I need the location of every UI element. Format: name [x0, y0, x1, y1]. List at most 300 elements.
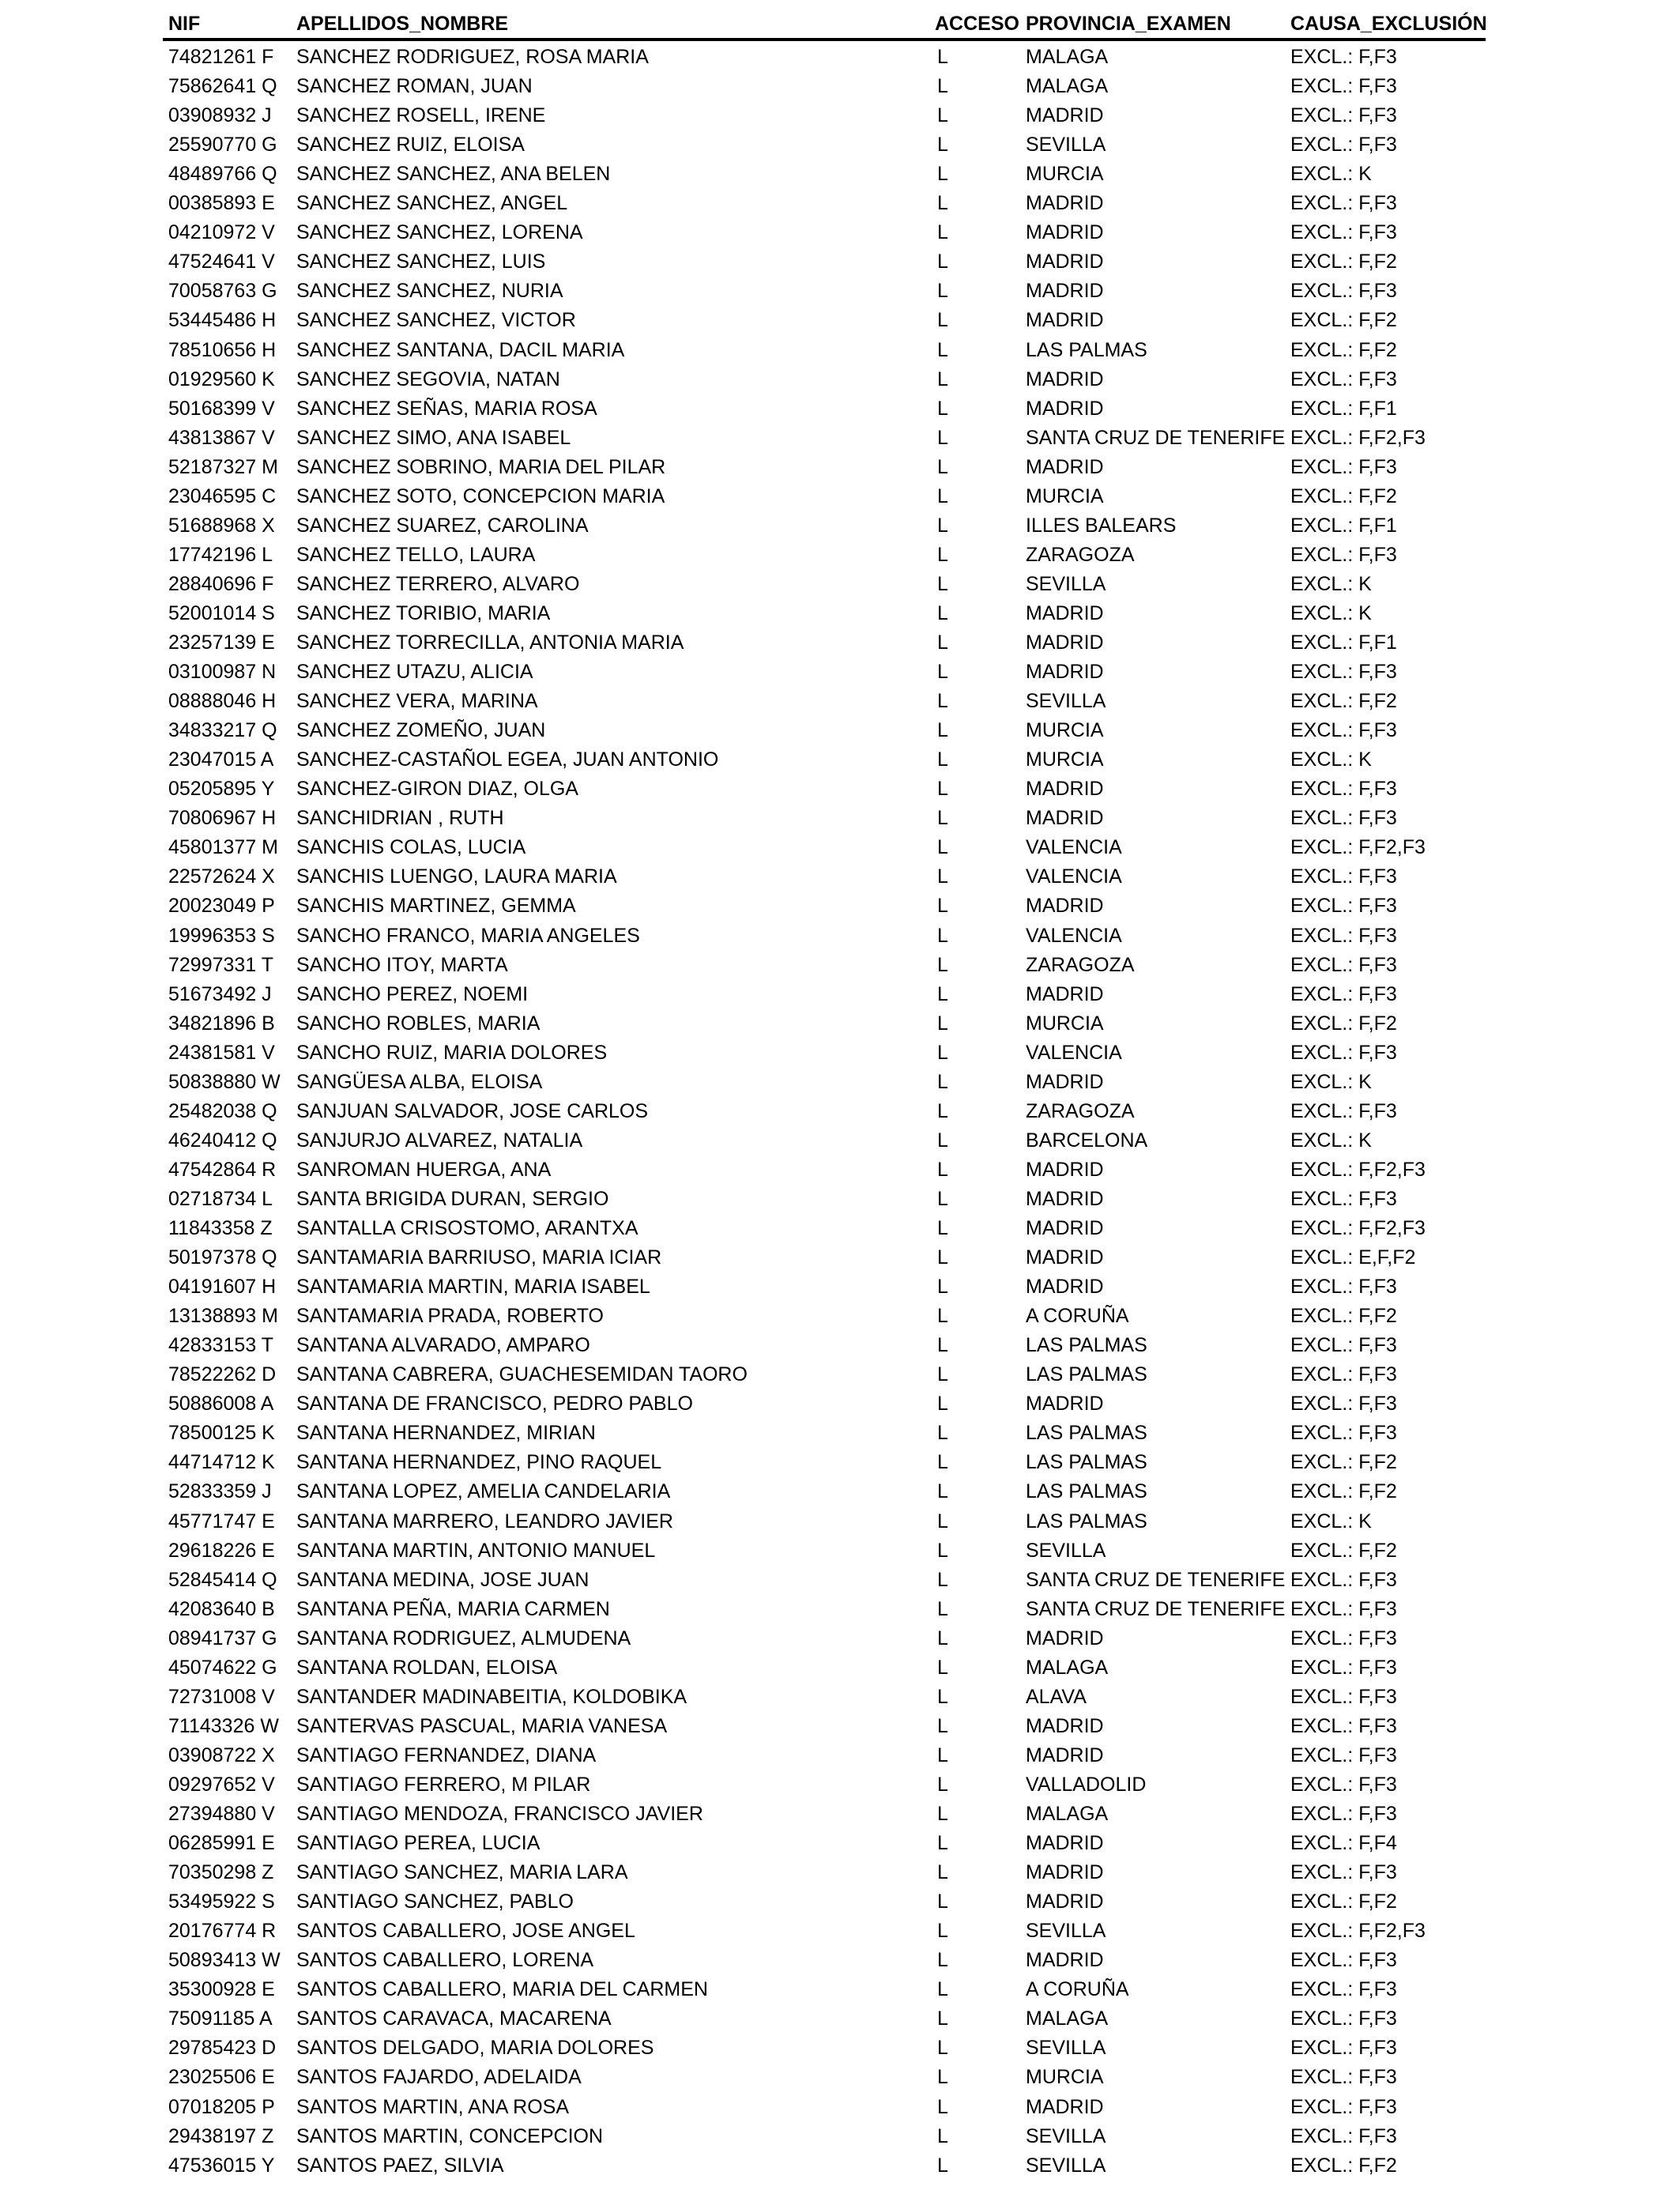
- cell-provincia-examen: MADRID: [1026, 1276, 1104, 1299]
- cell-provincia-examen: ILLES BALEARS: [1026, 514, 1177, 537]
- cell-apellidos-nombre: SANCHEZ VERA, MARINA: [296, 690, 538, 713]
- table-row: [0, 2063, 1680, 2092]
- cell-apellidos-nombre: SANCHEZ SUAREZ, CAROLINA: [296, 514, 589, 537]
- cell-apellidos-nombre: SANCHEZ SANTANA, DACIL MARIA: [296, 338, 625, 361]
- cell-provincia-examen: LAS PALMAS: [1026, 1451, 1147, 1474]
- cell-causa-exclusion: EXCL.: F,F3: [1290, 1363, 1397, 1386]
- cell-nif: 23046595 C: [168, 484, 277, 507]
- cell-provincia-examen: LAS PALMAS: [1026, 338, 1147, 361]
- cell-nif: 72731008 V: [168, 1685, 275, 1708]
- cell-nif: 05205895 Y: [168, 778, 275, 801]
- cell-provincia-examen: VALLADOLID: [1026, 1773, 1147, 1796]
- cell-causa-exclusion: EXCL.: K: [1290, 748, 1372, 771]
- cell-acceso: L: [937, 572, 948, 595]
- cell-apellidos-nombre: SANTOS MARTIN, CONCEPCION: [296, 2124, 604, 2147]
- cell-acceso: L: [937, 1920, 948, 1943]
- table-row: [0, 1302, 1680, 1331]
- table-row: [0, 453, 1680, 482]
- table-row: [0, 247, 1680, 277]
- cell-provincia-examen: MADRID: [1026, 1627, 1104, 1649]
- cell-causa-exclusion: EXCL.: F,F3: [1290, 46, 1397, 68]
- cell-causa-exclusion: EXCL.: F,F1: [1290, 397, 1397, 420]
- cell-causa-exclusion: EXCL.: F,F2,F3: [1290, 1920, 1426, 1943]
- table-row: [0, 804, 1680, 833]
- cell-causa-exclusion: EXCL.: F,F3: [1290, 2007, 1397, 2030]
- cell-causa-exclusion: EXCL.: F,F2: [1290, 690, 1397, 713]
- cell-acceso: L: [937, 778, 948, 801]
- cell-provincia-examen: MURCIA: [1026, 163, 1104, 186]
- cell-causa-exclusion: EXCL.: F,F3: [1290, 1334, 1397, 1357]
- table-row: [0, 1331, 1680, 1360]
- table-row: [0, 277, 1680, 306]
- cell-apellidos-nombre: SANCHIDRIAN , RUTH: [296, 807, 504, 830]
- cell-apellidos-nombre: SANTOS CABALLERO, LORENA: [296, 1949, 594, 1972]
- cell-acceso: L: [937, 2007, 948, 2030]
- table-row: [0, 336, 1680, 365]
- cell-causa-exclusion: EXCL.: K: [1290, 1070, 1372, 1093]
- cell-provincia-examen: MALAGA: [1026, 1656, 1109, 1679]
- cell-provincia-examen: SEVILLA: [1026, 1920, 1106, 1943]
- cell-acceso: L: [937, 661, 948, 683]
- cell-causa-exclusion: EXCL.: F,F3: [1290, 1949, 1397, 1972]
- table-row: [0, 1975, 1680, 2004]
- cell-acceso: L: [937, 1627, 948, 1649]
- table-row: [0, 218, 1680, 247]
- cell-apellidos-nombre: SANTANA ALVARADO, AMPARO: [296, 1334, 590, 1357]
- cell-provincia-examen: SEVILLA: [1026, 690, 1106, 713]
- table-row: [0, 1712, 1680, 1741]
- cell-nif: 29438197 Z: [168, 2124, 274, 2147]
- cell-provincia-examen: SANTA CRUZ DE TENERIFE: [1026, 1568, 1286, 1591]
- cell-apellidos-nombre: SANCHEZ SOTO, CONCEPCION MARIA: [296, 484, 665, 507]
- cell-apellidos-nombre: SANTIAGO PEREA, LUCIA: [296, 1832, 541, 1854]
- cell-nif: 51688968 X: [168, 514, 275, 537]
- cell-apellidos-nombre: SANCHEZ TORRECILLA, ANTONIA MARIA: [296, 631, 684, 654]
- cell-apellidos-nombre: SANROMAN HUERGA, ANA: [296, 1158, 552, 1181]
- header-provincia-examen: PROVINCIA_EXAMEN: [1026, 13, 1231, 35]
- table-row: [0, 862, 1680, 892]
- cell-provincia-examen: MADRID: [1026, 1246, 1104, 1269]
- cell-apellidos-nombre: SANTALLA CRISOSTOMO, ARANTXA: [296, 1217, 638, 1239]
- cell-nif: 52187327 M: [168, 455, 279, 478]
- cell-nif: 23257139 E: [168, 631, 275, 654]
- cell-causa-exclusion: EXCL.: F,F3: [1290, 1803, 1397, 1825]
- cell-causa-exclusion: EXCL.: F,F3: [1290, 661, 1397, 683]
- cell-acceso: L: [937, 163, 948, 186]
- cell-provincia-examen: LAS PALMAS: [1026, 1480, 1147, 1503]
- cell-acceso: L: [937, 1129, 948, 1152]
- cell-provincia-examen: MADRID: [1026, 192, 1104, 215]
- cell-apellidos-nombre: SANCHEZ SOBRINO, MARIA DEL PILAR: [296, 455, 666, 478]
- cell-apellidos-nombre: SANCHIS LUENGO, LAURA MARIA: [296, 865, 617, 888]
- cell-provincia-examen: MALAGA: [1026, 75, 1109, 97]
- table-row: [0, 2122, 1680, 2151]
- cell-apellidos-nombre: SANCHEZ-GIRON DIAZ, OLGA: [296, 778, 578, 801]
- table-row: [0, 833, 1680, 862]
- cell-causa-exclusion: EXCL.: F,F2,F3: [1290, 1217, 1426, 1239]
- table-row: [0, 189, 1680, 218]
- cell-apellidos-nombre: SANTOS DELGADO, MARIA DOLORES: [296, 2037, 654, 2060]
- cell-nif: 08941737 G: [168, 1627, 277, 1649]
- cell-provincia-examen: ALAVA: [1026, 1685, 1087, 1708]
- cell-acceso: L: [937, 1978, 948, 2001]
- table-row: [0, 922, 1680, 951]
- cell-provincia-examen: MADRID: [1026, 1949, 1104, 1972]
- cell-acceso: L: [937, 514, 948, 537]
- table-row: [0, 628, 1680, 658]
- cell-apellidos-nombre: SANTIAGO MENDOZA, FRANCISCO JAVIER: [296, 1803, 703, 1825]
- cell-provincia-examen: A CORUÑA: [1026, 1978, 1129, 2001]
- cell-apellidos-nombre: SANTAMARIA PRADA, ROBERTO: [296, 1305, 604, 1328]
- cell-provincia-examen: MADRID: [1026, 2095, 1104, 2118]
- table-row: [0, 365, 1680, 394]
- cell-nif: 45801377 M: [168, 836, 279, 859]
- cell-nif: 53495922 S: [168, 1891, 275, 1913]
- table-row: [0, 1126, 1680, 1155]
- cell-acceso: L: [937, 1685, 948, 1708]
- cell-nif: 29618226 E: [168, 1539, 275, 1562]
- cell-nif: 50886008 A: [168, 1393, 274, 1416]
- cell-acceso: L: [937, 1334, 948, 1357]
- table-row: [0, 1185, 1680, 1214]
- table-row: [0, 43, 1680, 72]
- table-row: [0, 1946, 1680, 1975]
- cell-causa-exclusion: EXCL.: F,F3: [1290, 982, 1397, 1005]
- cell-nif: 35300928 E: [168, 1978, 275, 2001]
- cell-acceso: L: [937, 221, 948, 244]
- cell-nif: 47542864 R: [168, 1158, 277, 1181]
- cell-acceso: L: [937, 1714, 948, 1737]
- cell-causa-exclusion: EXCL.: F,F3: [1290, 807, 1397, 830]
- cell-acceso: L: [937, 631, 948, 654]
- cell-apellidos-nombre: SANCHIS COLAS, LUCIA: [296, 836, 526, 859]
- cell-apellidos-nombre: SANCHEZ SANCHEZ, ANA BELEN: [296, 163, 611, 186]
- cell-acceso: L: [937, 895, 948, 918]
- cell-apellidos-nombre: SANCHEZ SEGOVIA, NATAN: [296, 368, 560, 390]
- cell-provincia-examen: SEVILLA: [1026, 2037, 1106, 2060]
- cell-causa-exclusion: EXCL.: F,F3: [1290, 1714, 1397, 1737]
- cell-apellidos-nombre: SANTIAGO SANCHEZ, PABLO: [296, 1891, 574, 1913]
- cell-causa-exclusion: EXCL.: F,F3: [1290, 368, 1397, 390]
- cell-provincia-examen: LAS PALMAS: [1026, 1334, 1147, 1357]
- cell-nif: 78500125 K: [168, 1422, 275, 1445]
- cell-acceso: L: [937, 1803, 948, 1825]
- cell-provincia-examen: MADRID: [1026, 661, 1104, 683]
- cell-causa-exclusion: EXCL.: F,F3: [1290, 1393, 1397, 1416]
- cell-apellidos-nombre: SANTANA HERNANDEZ, PINO RAQUEL: [296, 1451, 662, 1474]
- cell-nif: 70806967 H: [168, 807, 277, 830]
- table-row: [0, 1039, 1680, 1068]
- cell-causa-exclusion: EXCL.: F,F3: [1290, 1276, 1397, 1299]
- cell-provincia-examen: MURCIA: [1026, 748, 1104, 771]
- cell-nif: 51673492 J: [168, 982, 272, 1005]
- cell-causa-exclusion: EXCL.: F,F2: [1290, 338, 1397, 361]
- cell-acceso: L: [937, 2124, 948, 2147]
- cell-nif: 52833359 J: [168, 1480, 272, 1503]
- table-row: [0, 1741, 1680, 1770]
- cell-acceso: L: [937, 1861, 948, 1884]
- cell-provincia-examen: MADRID: [1026, 1393, 1104, 1416]
- cell-apellidos-nombre: SANCHO FRANCO, MARIA ANGELES: [296, 924, 640, 947]
- cell-causa-exclusion: EXCL.: F,F1: [1290, 631, 1397, 654]
- cell-acceso: L: [937, 1099, 948, 1122]
- cell-apellidos-nombre: SANTANA LOPEZ, AMELIA CANDELARIA: [296, 1480, 671, 1503]
- cell-nif: 48489766 Q: [168, 163, 277, 186]
- cell-nif: 34833217 Q: [168, 719, 277, 742]
- cell-causa-exclusion: EXCL.: K: [1290, 601, 1372, 624]
- cell-causa-exclusion: EXCL.: F,F3: [1290, 1656, 1397, 1679]
- table-row: [0, 306, 1680, 335]
- table-row: [0, 1917, 1680, 1946]
- cell-nif: 23047015 A: [168, 748, 274, 771]
- cell-nif: 45771747 E: [168, 1510, 275, 1532]
- cell-apellidos-nombre: SANTOS CABALLERO, MARIA DEL CARMEN: [296, 1978, 708, 2001]
- cell-nif: 50168399 V: [168, 397, 275, 420]
- cell-acceso: L: [937, 484, 948, 507]
- table-row: [0, 1419, 1680, 1448]
- cell-acceso: L: [937, 690, 948, 713]
- cell-causa-exclusion: EXCL.: K: [1290, 1510, 1372, 1532]
- cell-nif: 47524641 V: [168, 251, 275, 273]
- cell-causa-exclusion: EXCL.: F,F3: [1290, 1744, 1397, 1766]
- table-row: [0, 511, 1680, 541]
- cell-apellidos-nombre: SANTOS PAEZ, SILVIA: [296, 2154, 504, 2177]
- cell-nif: 11843358 Z: [168, 1217, 273, 1239]
- cell-acceso: L: [937, 2066, 948, 2089]
- cell-apellidos-nombre: SANTIAGO FERRERO, M PILAR: [296, 1773, 591, 1796]
- cell-apellidos-nombre: SANCHO RUIZ, MARIA DOLORES: [296, 1041, 608, 1064]
- cell-nif: 75862641 Q: [168, 75, 277, 97]
- cell-provincia-examen: MALAGA: [1026, 1803, 1109, 1825]
- cell-causa-exclusion: EXCL.: F,F3: [1290, 953, 1397, 976]
- table-row: [0, 599, 1680, 628]
- cell-provincia-examen: MADRID: [1026, 895, 1104, 918]
- cell-acceso: L: [937, 1539, 948, 1562]
- cell-provincia-examen: MADRID: [1026, 1861, 1104, 1884]
- cell-apellidos-nombre: SANCHO PEREZ, NOEMI: [296, 982, 529, 1005]
- cell-causa-exclusion: EXCL.: F,F3: [1290, 924, 1397, 947]
- table-row: [0, 1624, 1680, 1653]
- cell-causa-exclusion: EXCL.: F,F1: [1290, 514, 1397, 537]
- cell-causa-exclusion: EXCL.: E,F,F2: [1290, 1246, 1416, 1269]
- cell-causa-exclusion: EXCL.: F,F2: [1290, 1891, 1397, 1913]
- cell-causa-exclusion: EXCL.: F,F3: [1290, 778, 1397, 801]
- cell-causa-exclusion: EXCL.: K: [1290, 163, 1372, 186]
- cell-provincia-examen: ZARAGOZA: [1026, 953, 1135, 976]
- cell-apellidos-nombre: SANCHEZ SANCHEZ, LUIS: [296, 251, 546, 273]
- cell-causa-exclusion: EXCL.: F,F3: [1290, 455, 1397, 478]
- table-row: [0, 1800, 1680, 1829]
- cell-apellidos-nombre: SANTA BRIGIDA DURAN, SERGIO: [296, 1187, 609, 1210]
- cell-nif: 07018205 P: [168, 2095, 275, 2118]
- cell-apellidos-nombre: SANTANA CABRERA, GUACHESEMIDAN TAORO: [296, 1363, 748, 1386]
- table-row: [0, 482, 1680, 511]
- cell-nif: 17742196 L: [168, 543, 273, 566]
- cell-apellidos-nombre: SANTOS CARAVACA, MACARENA: [296, 2007, 612, 2030]
- cell-acceso: L: [937, 807, 948, 830]
- cell-provincia-examen: MADRID: [1026, 1070, 1104, 1093]
- cell-apellidos-nombre: SANTAMARIA MARTIN, MARIA ISABEL: [296, 1276, 650, 1299]
- cell-causa-exclusion: EXCL.: F,F3: [1290, 134, 1397, 156]
- cell-nif: 24381581 V: [168, 1041, 275, 1064]
- cell-acceso: L: [937, 1041, 948, 1064]
- table-row: [0, 1477, 1680, 1506]
- table-row: [0, 1887, 1680, 1917]
- cell-acceso: L: [937, 1276, 948, 1299]
- cell-provincia-examen: MADRID: [1026, 309, 1104, 332]
- cell-nif: 43813867 V: [168, 426, 275, 449]
- cell-acceso: L: [937, 368, 948, 390]
- cell-acceso: L: [937, 953, 948, 976]
- table-row: [0, 570, 1680, 599]
- table-row: [0, 1858, 1680, 1887]
- cell-provincia-examen: MADRID: [1026, 104, 1104, 127]
- cell-acceso: L: [937, 1656, 948, 1679]
- cell-provincia-examen: MADRID: [1026, 1714, 1104, 1737]
- cell-nif: 71143326 W: [168, 1714, 279, 1737]
- cell-nif: 52845414 Q: [168, 1568, 277, 1591]
- cell-nif: 04191607 H: [168, 1276, 277, 1299]
- cell-provincia-examen: SANTA CRUZ DE TENERIFE: [1026, 426, 1286, 449]
- cell-acceso: L: [937, 192, 948, 215]
- cell-nif: 70350298 Z: [168, 1861, 274, 1884]
- cell-apellidos-nombre: SANTOS CABALLERO, JOSE ANGEL: [296, 1920, 635, 1943]
- cell-acceso: L: [937, 1510, 948, 1532]
- table-row: [0, 1683, 1680, 1712]
- cell-provincia-examen: VALENCIA: [1026, 1041, 1122, 1064]
- cell-acceso: L: [937, 1744, 948, 1766]
- table-row: [0, 1829, 1680, 1858]
- cell-causa-exclusion: EXCL.: F,F3: [1290, 1099, 1397, 1122]
- table-row: [0, 980, 1680, 1009]
- cell-nif: 42833153 T: [168, 1334, 273, 1357]
- cell-nif: 22572624 X: [168, 865, 275, 888]
- cell-causa-exclusion: EXCL.: F,F3: [1290, 192, 1397, 215]
- cell-acceso: L: [937, 1568, 948, 1591]
- cell-provincia-examen: VALENCIA: [1026, 924, 1122, 947]
- cell-nif: 20176774 R: [168, 1920, 277, 1943]
- cell-acceso: L: [937, 2095, 948, 2118]
- table-row: [0, 775, 1680, 804]
- cell-apellidos-nombre: SANJURJO ALVAREZ, NATALIA: [296, 1129, 583, 1152]
- header-divider: [163, 38, 1486, 41]
- table-row: [0, 72, 1680, 101]
- cell-acceso: L: [937, 1480, 948, 1503]
- table-row: [0, 1448, 1680, 1477]
- cell-apellidos-nombre: SANCHEZ RODRIGUEZ, ROSA MARIA: [296, 46, 649, 68]
- cell-apellidos-nombre: SANCHEZ ZOMEÑO, JUAN: [296, 719, 546, 742]
- cell-apellidos-nombre: SANTANA ROLDAN, ELOISA: [296, 1656, 558, 1679]
- cell-provincia-examen: MADRID: [1026, 807, 1104, 830]
- table-row: [0, 394, 1680, 424]
- cell-acceso: L: [937, 426, 948, 449]
- cell-nif: 50893413 W: [168, 1949, 281, 1972]
- cell-apellidos-nombre: SANCHO ROBLES, MARIA: [296, 1012, 541, 1035]
- cell-nif: 09297652 V: [168, 1773, 275, 1796]
- cell-apellidos-nombre: SANCHEZ SIMO, ANA ISABEL: [296, 426, 571, 449]
- cell-causa-exclusion: EXCL.: F,F3: [1290, 1187, 1397, 1210]
- cell-apellidos-nombre: SANCHIS MARTINEZ, GEMMA: [296, 895, 576, 918]
- cell-apellidos-nombre: SANCHEZ SANCHEZ, NURIA: [296, 280, 563, 303]
- cell-acceso: L: [937, 1158, 948, 1181]
- cell-provincia-examen: MADRID: [1026, 631, 1104, 654]
- cell-nif: 19996353 S: [168, 924, 275, 947]
- cell-causa-exclusion: EXCL.: K: [1290, 1129, 1372, 1152]
- cell-causa-exclusion: EXCL.: F,F2: [1290, 484, 1397, 507]
- table-row: [0, 101, 1680, 130]
- cell-acceso: L: [937, 455, 948, 478]
- table-row: [0, 892, 1680, 921]
- cell-provincia-examen: MADRID: [1026, 1158, 1104, 1181]
- cell-provincia-examen: MADRID: [1026, 778, 1104, 801]
- cell-acceso: L: [937, 1832, 948, 1854]
- cell-causa-exclusion: EXCL.: F,F3: [1290, 2124, 1397, 2147]
- cell-apellidos-nombre: SANTANA HERNANDEZ, MIRIAN: [296, 1422, 596, 1445]
- cell-causa-exclusion: EXCL.: F,F2: [1290, 1012, 1397, 1035]
- cell-causa-exclusion: EXCL.: F,F2: [1290, 1539, 1397, 1562]
- table-row: [0, 1360, 1680, 1389]
- cell-nif: 74821261 F: [168, 46, 274, 68]
- cell-nif: 02718734 L: [168, 1187, 273, 1210]
- cell-provincia-examen: VALENCIA: [1026, 865, 1122, 888]
- cell-apellidos-nombre: SANCHEZ TORIBIO, MARIA: [296, 601, 551, 624]
- cell-causa-exclusion: EXCL.: F,F2,F3: [1290, 1158, 1426, 1181]
- cell-apellidos-nombre: SANCHEZ SEÑAS, MARIA ROSA: [296, 397, 597, 420]
- cell-nif: 03908932 J: [168, 104, 272, 127]
- cell-apellidos-nombre: SANTANA DE FRANCISCO, PEDRO PABLO: [296, 1393, 693, 1416]
- table-row: [0, 1009, 1680, 1039]
- cell-acceso: L: [937, 280, 948, 303]
- cell-apellidos-nombre: SANCHEZ SANCHEZ, LORENA: [296, 221, 583, 244]
- cell-causa-exclusion: EXCL.: F,F3: [1290, 104, 1397, 127]
- cell-acceso: L: [937, 1773, 948, 1796]
- cell-nif: 01929560 K: [168, 368, 275, 390]
- cell-causa-exclusion: EXCL.: F,F4: [1290, 1832, 1397, 1854]
- cell-apellidos-nombre: SANTANA MARTIN, ANTONIO MANUEL: [296, 1539, 656, 1562]
- cell-nif: 03100987 N: [168, 661, 277, 683]
- cell-causa-exclusion: EXCL.: F,F2,F3: [1290, 836, 1426, 859]
- cell-apellidos-nombre: SANCHEZ TERRERO, ALVARO: [296, 572, 580, 595]
- table-row: [0, 1097, 1680, 1126]
- cell-provincia-examen: MADRID: [1026, 1832, 1104, 1854]
- cell-causa-exclusion: EXCL.: F,F3: [1290, 1685, 1397, 1708]
- table-row: [0, 1214, 1680, 1243]
- cell-provincia-examen: MADRID: [1026, 1187, 1104, 1210]
- cell-apellidos-nombre: SANCHEZ SANCHEZ, VICTOR: [296, 309, 576, 332]
- table-row: [0, 1068, 1680, 1097]
- cell-acceso: L: [937, 719, 948, 742]
- cell-causa-exclusion: EXCL.: F,F3: [1290, 1597, 1397, 1620]
- header-apellidos-nombre: APELLIDOS_NOMBRE: [296, 13, 509, 35]
- table-row: [0, 1155, 1680, 1185]
- cell-provincia-examen: MURCIA: [1026, 2066, 1104, 2089]
- cell-provincia-examen: MURCIA: [1026, 719, 1104, 742]
- cell-provincia-examen: MURCIA: [1026, 1012, 1104, 1035]
- cell-apellidos-nombre: SANJUAN SALVADOR, JOSE CARLOS: [296, 1099, 649, 1122]
- cell-nif: 47536015 Y: [168, 2154, 275, 2177]
- cell-causa-exclusion: EXCL.: F,F3: [1290, 719, 1397, 742]
- header-nif: NIF: [168, 13, 201, 35]
- cell-apellidos-nombre: SANTOS FAJARDO, ADELAIDA: [296, 2066, 582, 2089]
- cell-acceso: L: [937, 1305, 948, 1328]
- cell-provincia-examen: MADRID: [1026, 601, 1104, 624]
- cell-provincia-examen: MADRID: [1026, 251, 1104, 273]
- cell-causa-exclusion: EXCL.: F,F2: [1290, 251, 1397, 273]
- cell-apellidos-nombre: SANTANA MARRERO, LEANDRO JAVIER: [296, 1510, 673, 1532]
- cell-provincia-examen: SEVILLA: [1026, 572, 1106, 595]
- cell-apellidos-nombre: SANCHEZ ROMAN, JUAN: [296, 75, 533, 97]
- table-row: [0, 1243, 1680, 1272]
